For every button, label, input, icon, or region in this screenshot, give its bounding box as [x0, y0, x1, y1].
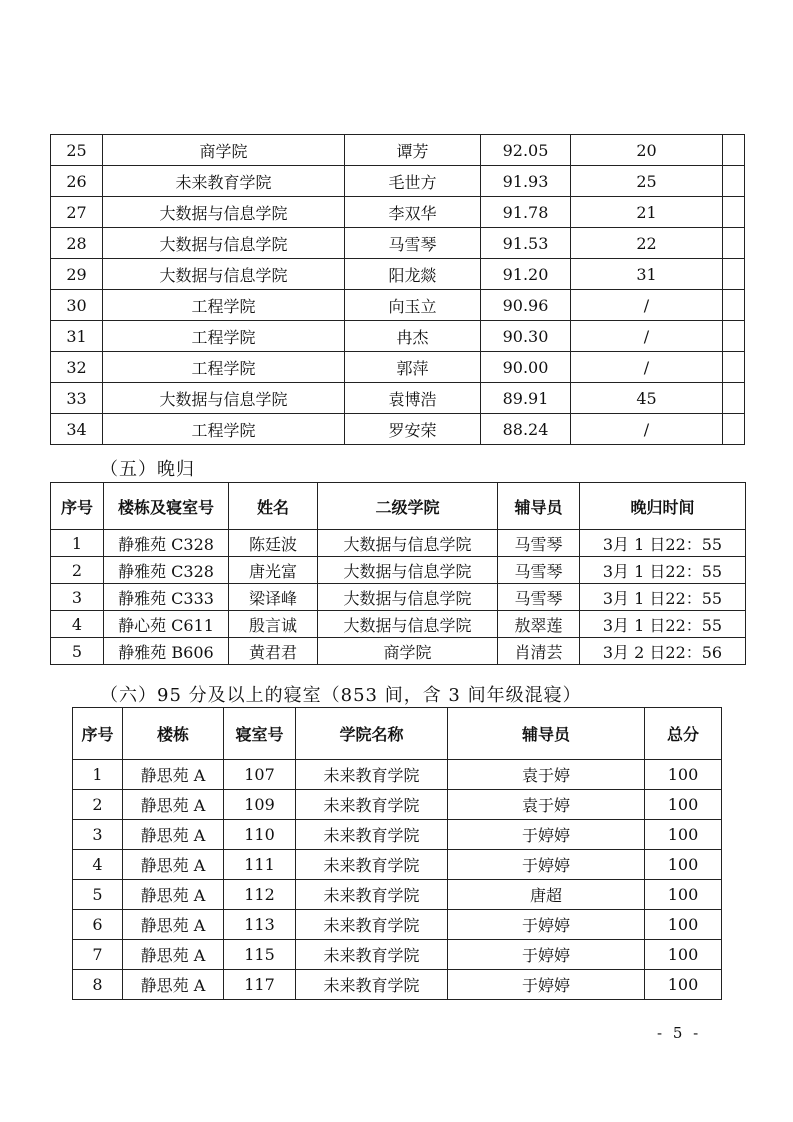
section-6-heading: （六）95 分及以上的寝室（853 间，含 3 间年级混寝）: [100, 685, 582, 706]
table-cell: 31: [51, 321, 103, 352]
table-cell: 马雪琴: [498, 584, 580, 611]
table-cell: 未来教育学院: [296, 820, 448, 850]
table-cell: 工程学院: [103, 321, 345, 352]
table-cell: 于婷婷: [448, 820, 645, 850]
table-cell: 89.91: [481, 383, 571, 414]
table-cell: [723, 352, 745, 383]
table-cell: 未来教育学院: [296, 970, 448, 1000]
header-index: 序号: [51, 483, 104, 530]
dorm-score-table-body: [73, 760, 722, 1000]
table-cell: 31: [571, 259, 723, 290]
table-row: [51, 352, 745, 383]
table-cell: 45: [571, 383, 723, 414]
table-cell: 3月 2 日22：56: [580, 638, 746, 665]
table-cell: /: [571, 414, 723, 445]
table-cell: 113: [224, 910, 296, 940]
table-cell: 28: [51, 228, 103, 259]
table-cell: 于婷婷: [448, 970, 645, 1000]
table-cell: 109: [224, 790, 296, 820]
table-row: [51, 383, 745, 414]
table-cell: 27: [51, 197, 103, 228]
table-row: [51, 166, 745, 197]
table-cell: 115: [224, 940, 296, 970]
table-row: [51, 135, 745, 166]
table-cell: 未来教育学院: [296, 940, 448, 970]
table-cell: 工程学院: [103, 290, 345, 321]
table-row: [51, 228, 745, 259]
table-row: [73, 760, 722, 790]
table-cell: 大数据与信息学院: [103, 383, 345, 414]
table-cell: 静心苑 C611: [104, 611, 229, 638]
table-cell: /: [571, 352, 723, 383]
table-cell: 3月 1 日22：55: [580, 611, 746, 638]
header-counselor: 辅导员: [448, 708, 645, 760]
table-cell: 88.24: [481, 414, 571, 445]
table-cell: 大数据与信息学院: [103, 259, 345, 290]
header-name: 姓名: [229, 483, 318, 530]
table-cell: 静思苑 A: [123, 910, 224, 940]
table-cell: 大数据与信息学院: [318, 557, 498, 584]
table-row: [73, 850, 722, 880]
table-cell: 111: [224, 850, 296, 880]
table-cell: 工程学院: [103, 352, 345, 383]
table-cell: [723, 197, 745, 228]
table-cell: 30: [51, 290, 103, 321]
header-index: 序号: [73, 708, 123, 760]
table-cell: 26: [51, 166, 103, 197]
header-room: 寝室号: [224, 708, 296, 760]
table-row: [51, 638, 746, 665]
table-header-row: [73, 708, 722, 760]
table-row: [51, 611, 746, 638]
table-cell: 未来教育学院: [296, 850, 448, 880]
table-cell: 6: [73, 910, 123, 940]
ranking-table: [50, 134, 745, 445]
table-cell: [723, 383, 745, 414]
table-cell: 112: [224, 880, 296, 910]
table-cell: 91.78: [481, 197, 571, 228]
late-return-table: [50, 482, 746, 665]
table-cell: 100: [645, 970, 722, 1000]
table-cell: 罗安荣: [345, 414, 481, 445]
table-cell: 梁译峰: [229, 584, 318, 611]
header-counselor: 辅导员: [498, 483, 580, 530]
table-cell: 3月 1 日22：55: [580, 557, 746, 584]
table-cell: [723, 414, 745, 445]
table-cell: 22: [571, 228, 723, 259]
ranking-table-body: [51, 135, 745, 445]
table-cell: 未来教育学院: [103, 166, 345, 197]
table-cell: 黄君君: [229, 638, 318, 665]
table-cell: 3: [73, 820, 123, 850]
table-cell: 于婷婷: [448, 940, 645, 970]
table-cell: 静思苑 A: [123, 820, 224, 850]
table-cell: 工程学院: [103, 414, 345, 445]
table-cell: 陈廷波: [229, 530, 318, 557]
table-row: [51, 530, 746, 557]
table-cell: 4: [51, 611, 104, 638]
dorm-score-table: [72, 707, 722, 1000]
table-row: [51, 197, 745, 228]
table-cell: 91.93: [481, 166, 571, 197]
table-cell: 静思苑 A: [123, 880, 224, 910]
table-cell: 4: [73, 850, 123, 880]
page-number: - 5 -: [657, 1024, 702, 1042]
table-cell: 5: [51, 638, 104, 665]
table-cell: 33: [51, 383, 103, 414]
table-header-row: [51, 483, 746, 530]
table-cell: [723, 259, 745, 290]
table-cell: 静思苑 A: [123, 940, 224, 970]
table-cell: 100: [645, 940, 722, 970]
table-row: [73, 880, 722, 910]
table-row: [51, 557, 746, 584]
table-cell: 110: [224, 820, 296, 850]
table-cell: 大数据与信息学院: [318, 611, 498, 638]
table-cell: 于婷婷: [448, 850, 645, 880]
table-cell: 静雅苑 C328: [104, 530, 229, 557]
table-cell: 大数据与信息学院: [318, 530, 498, 557]
table-cell: 未来教育学院: [296, 880, 448, 910]
table-cell: 殷言诚: [229, 611, 318, 638]
section-5-heading: （五）晚归: [100, 459, 195, 480]
table-cell: 未来教育学院: [296, 790, 448, 820]
table-cell: 袁于婷: [448, 790, 645, 820]
header-building-room: 楼栋及寝室号: [104, 483, 229, 530]
table-cell: 107: [224, 760, 296, 790]
table-row: [73, 940, 722, 970]
table-cell: 静思苑 A: [123, 760, 224, 790]
header-college: 二级学院: [318, 483, 498, 530]
table-cell: 100: [645, 880, 722, 910]
table-cell: 100: [645, 790, 722, 820]
table-cell: 马雪琴: [345, 228, 481, 259]
table-cell: 于婷婷: [448, 910, 645, 940]
table-cell: 34: [51, 414, 103, 445]
table-cell: 1: [73, 760, 123, 790]
table-cell: 静思苑 A: [123, 790, 224, 820]
table-cell: 马雪琴: [498, 530, 580, 557]
table-cell: 100: [645, 910, 722, 940]
table-cell: 3: [51, 584, 104, 611]
table-cell: /: [571, 321, 723, 352]
table-cell: 唐超: [448, 880, 645, 910]
table-cell: 向玉立: [345, 290, 481, 321]
table-cell: 90.30: [481, 321, 571, 352]
table-cell: /: [571, 290, 723, 321]
table-cell: 100: [645, 760, 722, 790]
table-row: [51, 321, 745, 352]
table-cell: 商学院: [318, 638, 498, 665]
table-row: [73, 970, 722, 1000]
table-cell: 静雅苑 C328: [104, 557, 229, 584]
table-cell: [723, 290, 745, 321]
table-cell: 冉杰: [345, 321, 481, 352]
header-total-score: 总分: [645, 708, 722, 760]
table-cell: 郭萍: [345, 352, 481, 383]
table-cell: 3月 1 日22：55: [580, 530, 746, 557]
table-cell: 25: [571, 166, 723, 197]
table-cell: 未来教育学院: [296, 910, 448, 940]
table-cell: 92.05: [481, 135, 571, 166]
table-cell: 毛世方: [345, 166, 481, 197]
table-cell: 大数据与信息学院: [318, 584, 498, 611]
table-cell: 静雅苑 B606: [104, 638, 229, 665]
table-cell: 李双华: [345, 197, 481, 228]
table-cell: 25: [51, 135, 103, 166]
header-late-time: 晚归时间: [580, 483, 746, 530]
table-cell: 91.20: [481, 259, 571, 290]
table-cell: 未来教育学院: [296, 760, 448, 790]
table-cell: 20: [571, 135, 723, 166]
table-cell: 唐光富: [229, 557, 318, 584]
table-cell: 90.96: [481, 290, 571, 321]
table-cell: 大数据与信息学院: [103, 228, 345, 259]
table-cell: [723, 135, 745, 166]
table-row: [73, 790, 722, 820]
table-cell: 29: [51, 259, 103, 290]
table-cell: [723, 166, 745, 197]
table-cell: 静雅苑 C333: [104, 584, 229, 611]
table-cell: 8: [73, 970, 123, 1000]
table-cell: 2: [73, 790, 123, 820]
table-cell: 1: [51, 530, 104, 557]
late-return-table-body: [51, 530, 746, 665]
header-college: 学院名称: [296, 708, 448, 760]
table-row: [73, 820, 722, 850]
table-cell: 敖翠莲: [498, 611, 580, 638]
table-cell: 商学院: [103, 135, 345, 166]
table-cell: 谭芳: [345, 135, 481, 166]
table-row: [51, 414, 745, 445]
table-cell: 袁博浩: [345, 383, 481, 414]
table-cell: 32: [51, 352, 103, 383]
table-cell: 静思苑 A: [123, 850, 224, 880]
table-cell: 90.00: [481, 352, 571, 383]
table-row: [51, 584, 746, 611]
header-building: 楼栋: [123, 708, 224, 760]
table-cell: 静思苑 A: [123, 970, 224, 1000]
table-cell: [723, 228, 745, 259]
table-cell: 大数据与信息学院: [103, 197, 345, 228]
table-cell: 117: [224, 970, 296, 1000]
table-row: [73, 910, 722, 940]
table-cell: 7: [73, 940, 123, 970]
table-cell: 阳龙燚: [345, 259, 481, 290]
table-cell: 马雪琴: [498, 557, 580, 584]
table-cell: 袁于婷: [448, 760, 645, 790]
table-cell: 肖清芸: [498, 638, 580, 665]
table-cell: 2: [51, 557, 104, 584]
table-cell: 5: [73, 880, 123, 910]
table-cell: 100: [645, 820, 722, 850]
table-row: [51, 259, 745, 290]
table-cell: 21: [571, 197, 723, 228]
table-cell: 91.53: [481, 228, 571, 259]
table-row: [51, 290, 745, 321]
table-cell: 3月 1 日22：55: [580, 584, 746, 611]
table-cell: [723, 321, 745, 352]
table-cell: 100: [645, 850, 722, 880]
